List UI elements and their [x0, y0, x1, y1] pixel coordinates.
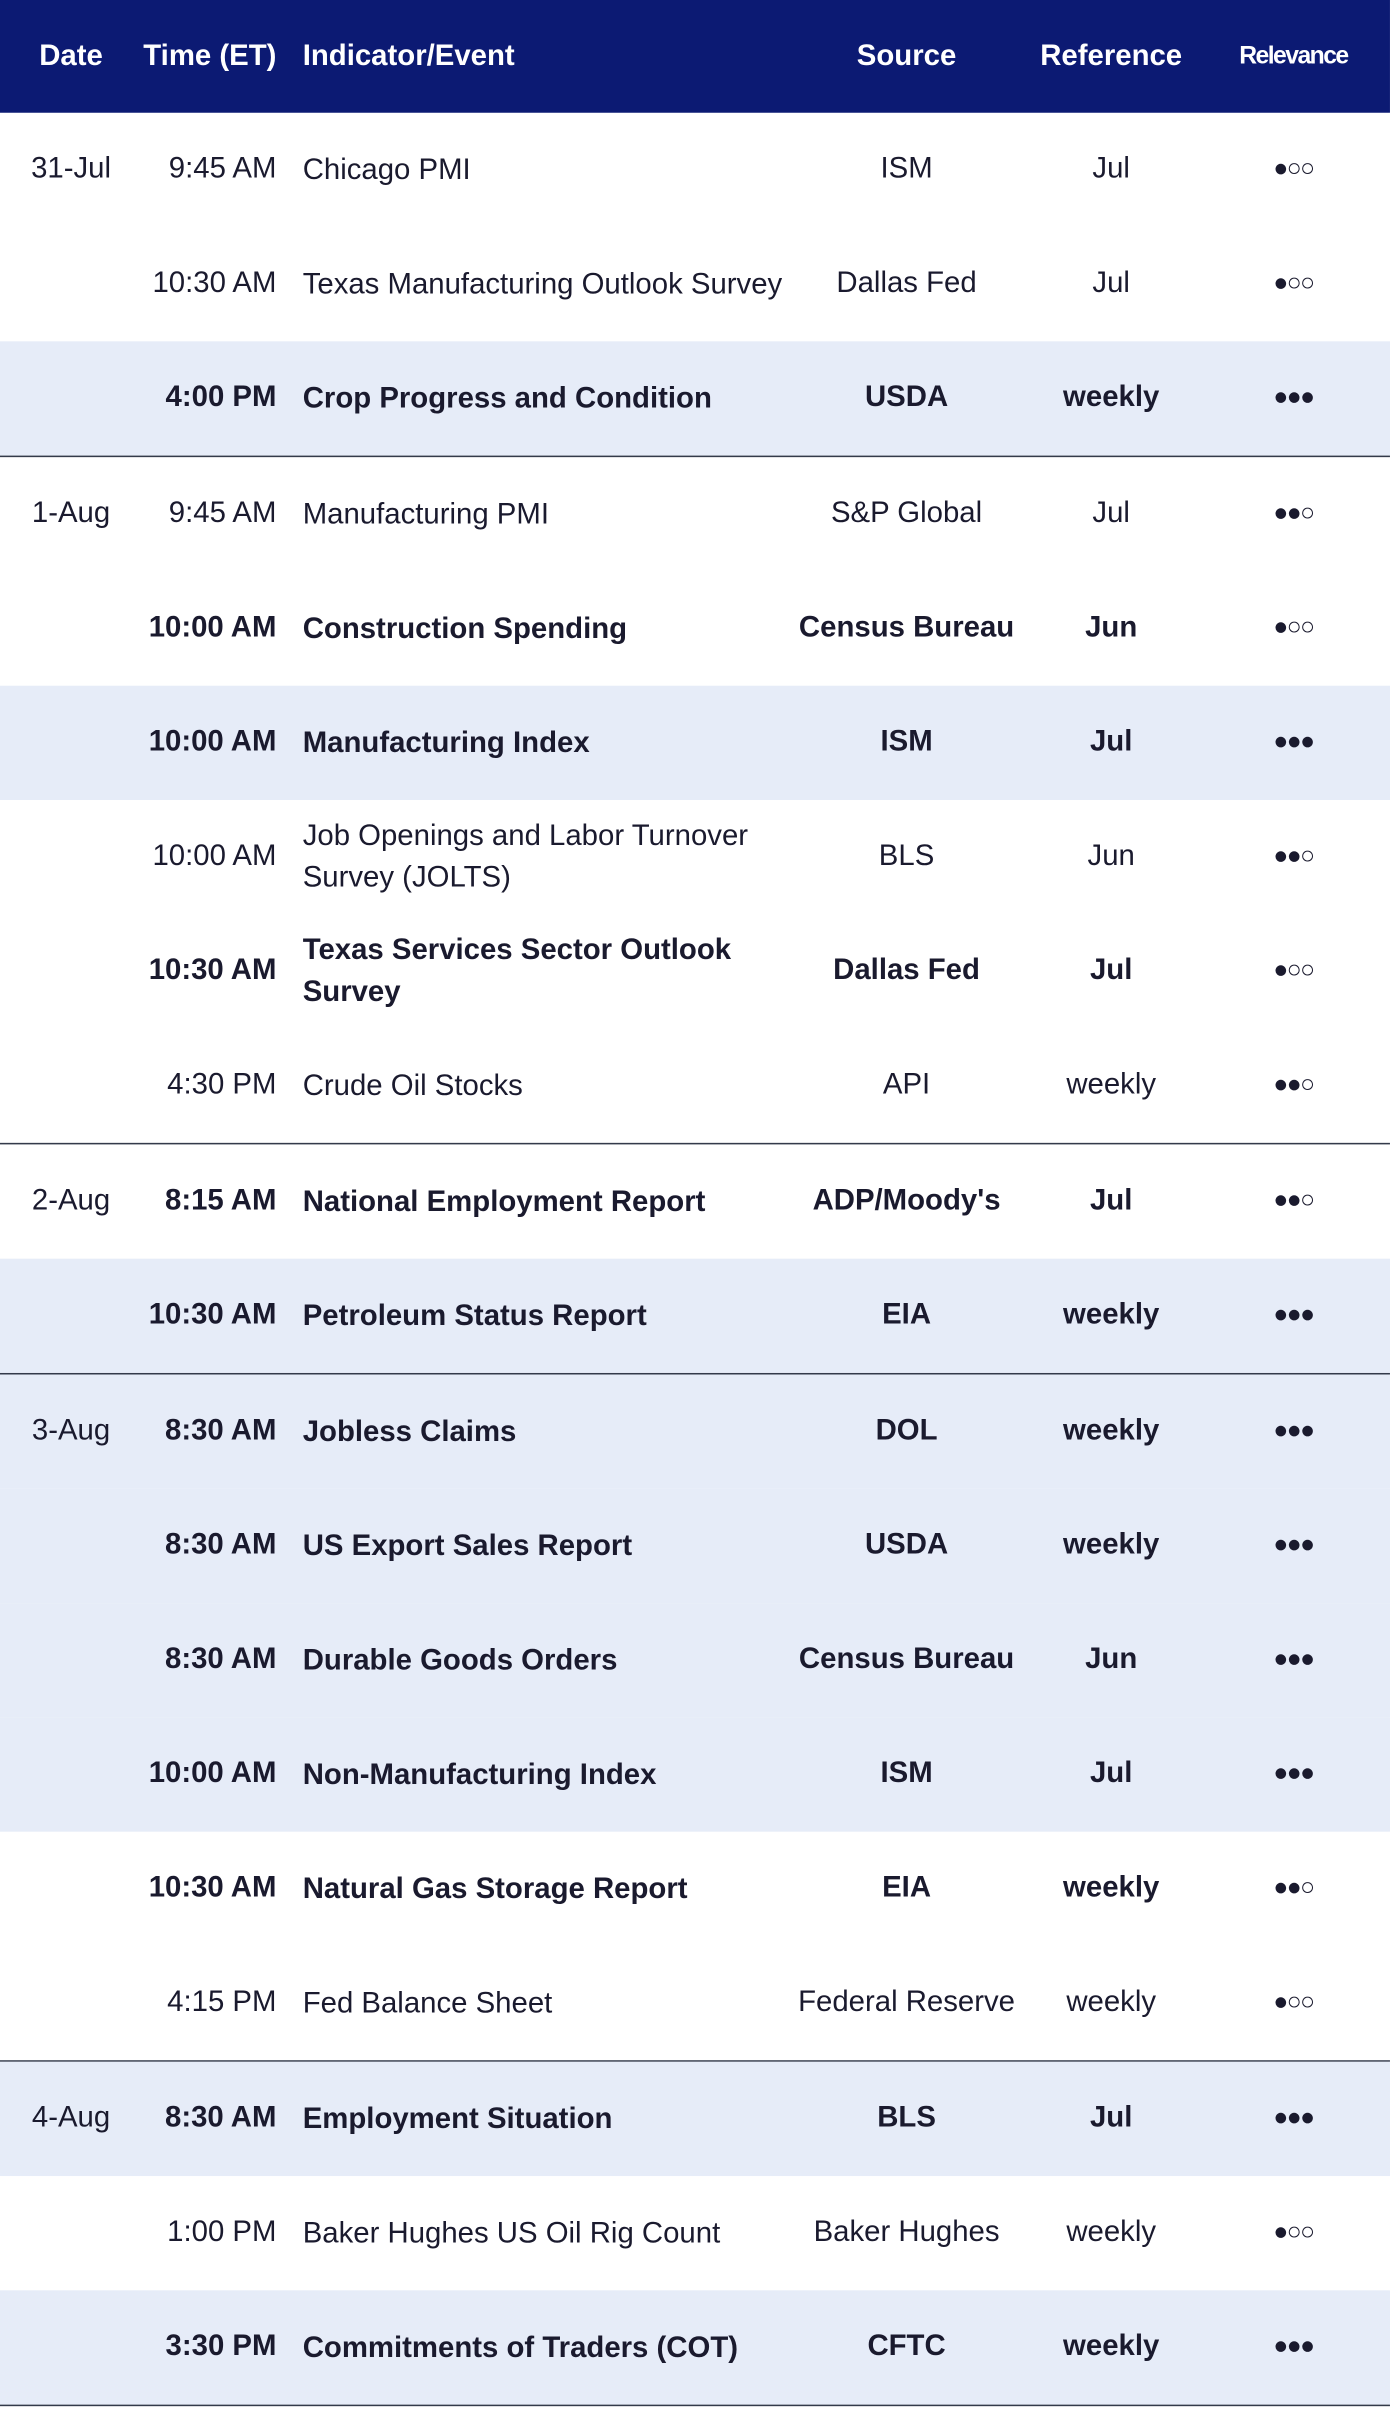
header-indicator: Indicator/Event [302, 40, 515, 73]
row-indicator: Job Openings and Labor Turnover Survey (JOLTS) [302, 820, 749, 895]
table-row [0, 914, 1390, 1028]
table-row [0, 1832, 1390, 1946]
relevance-dots-icon: ●●○ [1273, 1071, 1314, 1099]
relevance-dots-icon: ●●○ [1273, 1874, 1314, 1902]
row-reference: weekly [1063, 1871, 1160, 1905]
row-reference: Jul [1092, 267, 1130, 300]
header-reference: Reference [1040, 39, 1183, 72]
row-reference: weekly [1063, 1298, 1160, 1332]
row-reference: Jul [1089, 725, 1133, 759]
row-source: Dallas Fed [836, 267, 977, 300]
relevance-dots-icon: ●○○ [1273, 1989, 1314, 2016]
relevance-dots-icon: ●●○ [1273, 843, 1314, 870]
row-reference: Jun [1085, 1643, 1138, 1676]
table-row [0, 1946, 1390, 2060]
row-source: Dallas Fed [833, 954, 980, 987]
row-indicator: Natural Gas Storage Report [302, 1872, 688, 1906]
row-reference: weekly [1066, 1986, 1157, 2019]
row-reference: weekly [1063, 1528, 1160, 1562]
relevance-dots-icon: ●○○ [1273, 957, 1314, 984]
row-reference: Jul [1089, 1757, 1133, 1790]
row-time: 4:15 PM [167, 1986, 277, 2019]
relevance-dots-icon: ●●○ [1273, 500, 1314, 527]
row-date: 3-Aug [31, 1414, 111, 1448]
table-row [0, 1029, 1390, 1143]
row-source: EIA [882, 1871, 932, 1905]
row-reference: Jul [1092, 152, 1130, 186]
relevance-dots-icon: ●●● [1273, 1532, 1314, 1559]
row-indicator: Baker Hughes US Oil Rig Count [302, 2216, 721, 2250]
relevance-dots-icon: ●○○ [1273, 155, 1314, 183]
table-row [0, 2290, 1390, 2404]
row-reference: Jul [1089, 954, 1133, 987]
row-indicator: Chicago PMI [302, 153, 471, 187]
row-source: ISM [880, 1757, 933, 1790]
relevance-dots-icon: ●●● [1273, 384, 1314, 411]
table-row [0, 341, 1390, 455]
row-time: 3:30 PM [165, 2330, 277, 2363]
row-reference: weekly [1066, 1068, 1157, 1102]
row-date: 1-Aug [31, 497, 111, 530]
row-time: 8:30 AM [165, 1528, 277, 1562]
row-indicator: Texas Services Sector Outlook Survey [302, 934, 732, 1009]
table-row [0, 227, 1390, 341]
row-indicator: Crude Oil Stocks [302, 1069, 523, 1102]
row-source: EIA [882, 1298, 932, 1332]
table-row [0, 1717, 1390, 1831]
table-header [0, 0, 1390, 113]
row-source: ISM [880, 152, 933, 186]
row-time: 8:30 AM [165, 2101, 277, 2135]
row-indicator: Durable Goods Orders [302, 1644, 618, 1677]
row-reference: Jul [1089, 2101, 1133, 2135]
table-row [0, 2176, 1390, 2290]
row-source: Baker Hughes [813, 2216, 1000, 2249]
row-time: 10:30 AM [148, 1298, 277, 1332]
row-indicator: US Export Sales Report [302, 1529, 633, 1563]
relevance-dots-icon: ●●● [1273, 1760, 1314, 1787]
row-source: CFTC [867, 2330, 946, 2363]
row-time: 4:00 PM [165, 381, 277, 414]
row-indicator: Construction Spending [302, 612, 628, 645]
row-indicator: Crop Progress and Condition [302, 382, 712, 415]
row-time: 10:00 AM [148, 1757, 277, 1790]
relevance-dots-icon: ●●● [1273, 2333, 1314, 2360]
row-time: 9:45 AM [168, 497, 277, 530]
relevance-dots-icon: ●●● [1273, 1646, 1314, 1673]
row-time: 8:30 AM [165, 1414, 277, 1448]
row-indicator: Non-Manufacturing Index [302, 1758, 657, 1791]
row-date: 31-Jul [31, 152, 112, 186]
row-source: API [882, 1068, 931, 1102]
header-relevance: Relevance [1239, 42, 1348, 69]
table-row [0, 113, 1390, 227]
row-time: 10:30 AM [148, 954, 277, 987]
header-date: Date [39, 39, 103, 72]
row-reference: weekly [1063, 2330, 1160, 2363]
relevance-dots-icon: ●●● [1273, 1301, 1314, 1329]
table-row [0, 1375, 1390, 1489]
row-source: ISM [880, 725, 933, 759]
row-reference: Jul [1092, 497, 1130, 530]
row-indicator: Fed Balance Sheet [302, 1986, 553, 2020]
table-row [0, 800, 1390, 914]
table-row [0, 1603, 1390, 1717]
row-reference: weekly [1066, 2216, 1157, 2249]
row-time: 8:15 AM [165, 1184, 277, 1217]
row-source: Census Bureau [798, 611, 1015, 645]
table-row [0, 686, 1390, 800]
table-row [0, 2062, 1390, 2176]
row-time: 10:00 AM [148, 725, 277, 759]
row-time: 10:30 AM [152, 267, 277, 300]
row-reference: Jul [1089, 1184, 1133, 1217]
relevance-dots-icon: ●○○ [1273, 2219, 1314, 2246]
table-row [0, 457, 1390, 571]
row-time: 10:00 AM [148, 611, 277, 645]
row-indicator: Jobless Claims [302, 1415, 517, 1448]
table-row [0, 1489, 1390, 1603]
row-time: 9:45 AM [168, 152, 277, 186]
row-time: 10:30 AM [148, 1871, 277, 1905]
row-source: ADP/Moody's [812, 1184, 1001, 1217]
row-time: 10:00 AM [152, 840, 277, 873]
relevance-dots-icon: ●●● [1273, 2105, 1314, 2132]
row-source: BLS [878, 840, 935, 873]
row-indicator: National Employment Report [302, 1185, 706, 1218]
row-reference: weekly [1063, 381, 1160, 414]
row-indicator: Texas Manufacturing Outlook Survey [302, 267, 783, 301]
relevance-dots-icon: ●●● [1273, 1417, 1314, 1445]
row-source: USDA [864, 1528, 949, 1562]
header-source: Source [856, 39, 957, 72]
row-indicator: Manufacturing PMI [302, 498, 549, 531]
section-divider [0, 2405, 1390, 2407]
row-source: USDA [864, 381, 949, 414]
row-source: DOL [875, 1414, 938, 1448]
relevance-dots-icon: ●●● [1273, 728, 1314, 756]
row-time: 4:30 PM [167, 1068, 277, 1102]
relevance-dots-icon: ●●○ [1273, 1187, 1314, 1214]
row-source: S&P Global [830, 497, 983, 530]
row-reference: weekly [1063, 1414, 1160, 1448]
row-source: Federal Reserve [798, 1986, 1016, 2019]
table-row [0, 1144, 1390, 1258]
row-date: 4-Aug [31, 2101, 111, 2135]
row-source: Census Bureau [798, 1643, 1015, 1676]
row-date: 2-Aug [31, 1184, 111, 1217]
row-indicator: Manufacturing Index [302, 726, 590, 760]
row-reference: Jun [1085, 611, 1138, 645]
relevance-dots-icon: ●○○ [1273, 270, 1314, 297]
row-indicator: Petroleum Status Report [302, 1299, 647, 1333]
header-time: Time (ET) [143, 39, 277, 72]
row-time: 1:00 PM [167, 2216, 277, 2249]
row-source: BLS [877, 2101, 936, 2135]
row-indicator: Employment Situation [302, 2102, 613, 2136]
table-row [0, 571, 1390, 685]
row-indicator: Commitments of Traders (COT) [302, 2331, 739, 2364]
table-row [0, 1259, 1390, 1373]
row-reference: Jun [1087, 840, 1135, 873]
row-time: 8:30 AM [165, 1643, 277, 1676]
relevance-dots-icon: ●○○ [1273, 614, 1314, 641]
